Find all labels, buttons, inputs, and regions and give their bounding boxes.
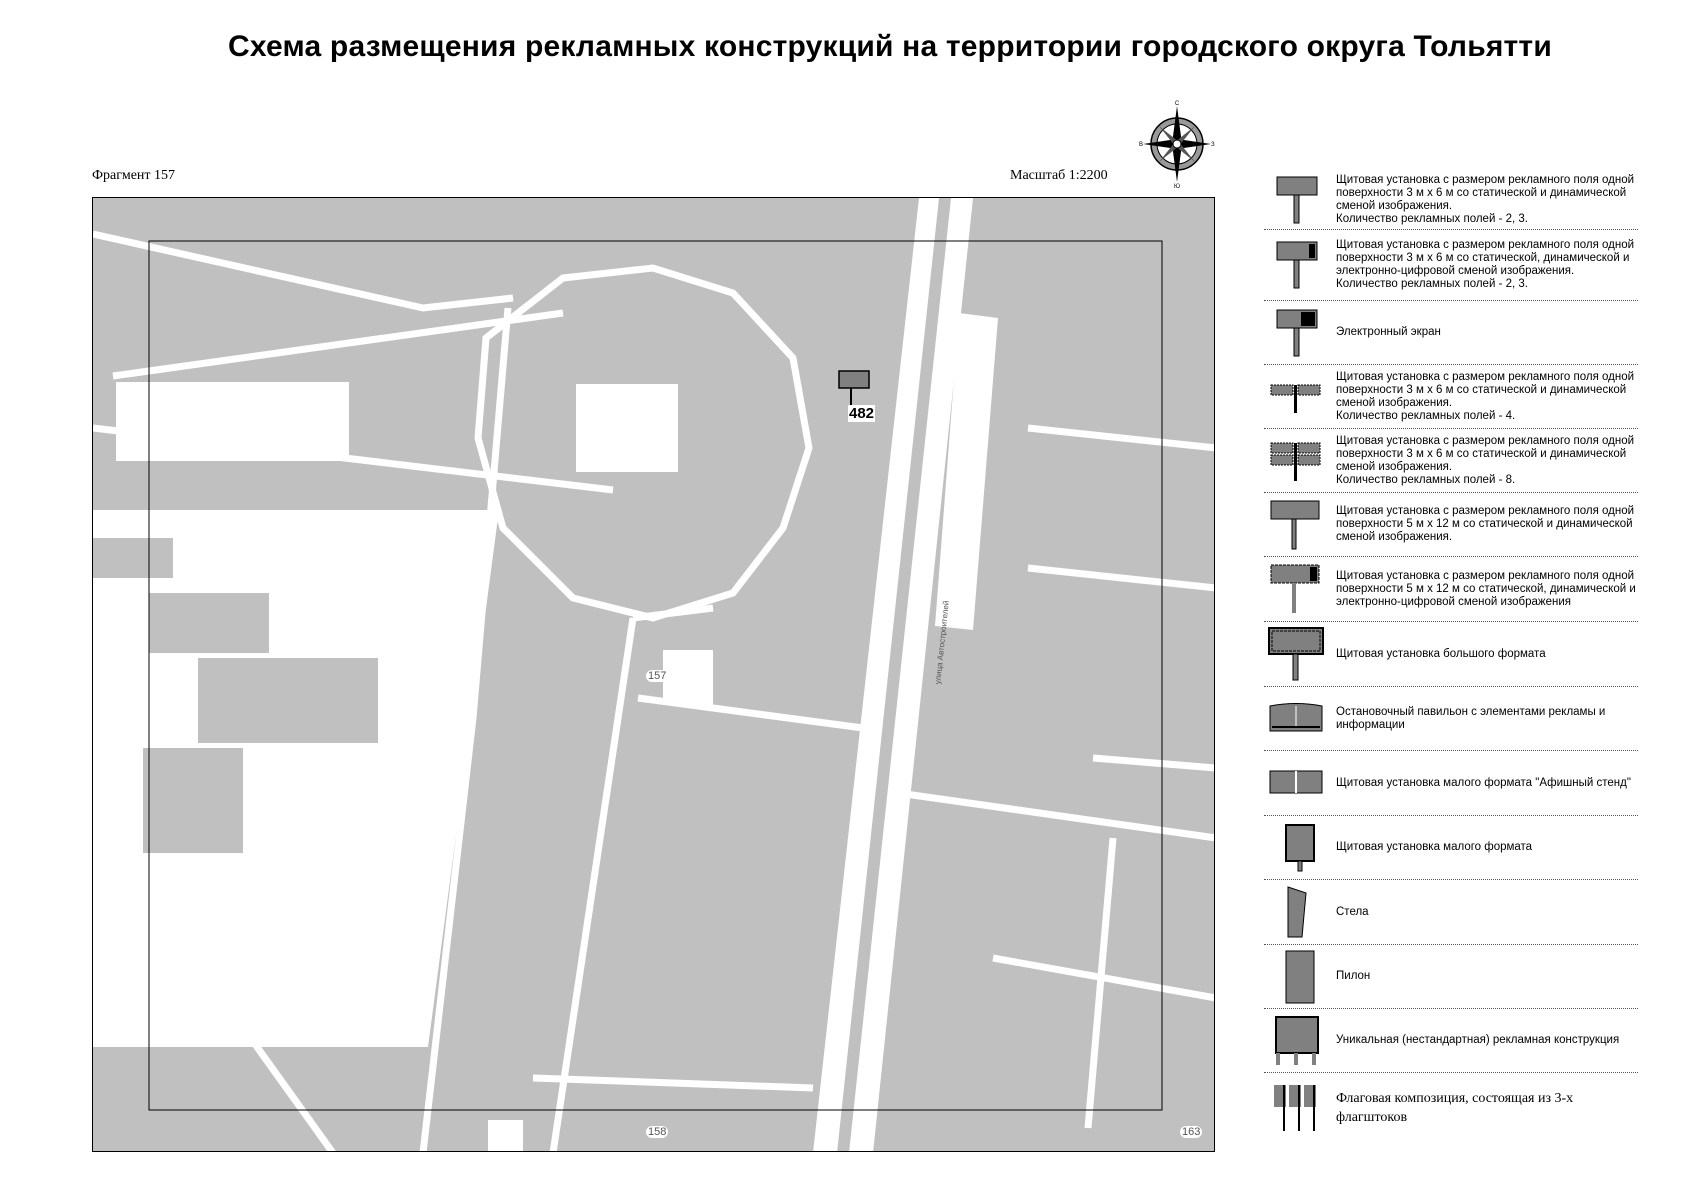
svg-text:В: В (1139, 142, 1144, 148)
legend-item: Флаговая композиция, состоящая из 3-х флагштоков (1264, 1073, 1638, 1143)
legend-item: Щитовая установка с размером рекламного поля одной поверхности 3 м х 6 м со статической и динамической сменой изображения. Количество рекламных полей - 4. (1264, 365, 1638, 429)
road (533, 1078, 813, 1088)
legend-item: Щитовая установка большого формата (1264, 622, 1638, 687)
electronic-screen-icon (1271, 308, 1321, 358)
building (488, 1120, 523, 1152)
flag-composition-icon (1272, 1083, 1320, 1133)
road (1028, 568, 1215, 588)
building (576, 384, 678, 472)
map-fragment[interactable] (92, 197, 1215, 1152)
legend-item: Остановочный павильон с элементами рекламы и информации (1264, 687, 1638, 751)
legend-item: Щитовая установка с размером рекламного поля одной поверхности 3 м х 6 м со статической и динамической сменой изображения. Количество рекламных полей - 2, 3. (1264, 170, 1638, 230)
legend-item: Электронный экран (1264, 301, 1638, 365)
fragment-label: Фрагмент 157 (92, 168, 176, 183)
billboard-8-fields-icon (1269, 439, 1323, 483)
legend-item: Уникальная (нестандартная) рекламная конструкция (1264, 1009, 1638, 1073)
unique-construction-icon (1272, 1015, 1320, 1067)
svg-text:Ю: Ю (1173, 184, 1181, 188)
road (1028, 428, 1215, 448)
scale-label: Масштаб 1:2200 (1010, 168, 1108, 183)
legend-item: Щитовая установка с размером рекламного поля одной поверхности 5 м х 12 м со статической, динамической и электронно-цифровой сменой изображения (1264, 557, 1638, 622)
billboard-5x12-digital-icon (1269, 563, 1323, 615)
adjacent-fragment-label[interactable]: 163 (1182, 1126, 1201, 1138)
road (1093, 758, 1215, 768)
legend-item: Щитовая установка малого формата (1264, 816, 1638, 880)
street-label: улица Автостроителей (933, 600, 951, 685)
construction-number[interactable]: 482 (849, 405, 875, 422)
svg-text:С: С (1174, 101, 1180, 107)
road (93, 234, 513, 308)
legend-item: Щитовая установка с размером рекламного поля одной поверхности 3 м х 6 м со статической, динамической и электронно-цифровой сменой изображения. Количество рекламных полей - 2, 3. (1264, 230, 1638, 301)
legend-item: Стела (1264, 880, 1638, 945)
legend (1264, 170, 1638, 1143)
building (663, 650, 713, 705)
legend-item: Щитовая установка с размером рекламного поля одной поверхности 3 м х 6 м со статической и динамической сменой изображения. Количество рекламных полей - 8. (1264, 429, 1638, 493)
small-format-billboard-icon (1276, 823, 1316, 873)
building (116, 382, 349, 461)
svg-text:З: З (1211, 142, 1215, 148)
legend-item: Щитовая установка с размером рекламного поля одной поверхности 5 м х 12 м со статической и динамической сменой изображения. (1264, 493, 1638, 557)
poster-stand-icon (1268, 768, 1324, 798)
legend-item: Щитовая установка малого формата "Афишный стенд" (1264, 751, 1638, 816)
billboard-3x6-digital-icon (1271, 240, 1321, 290)
pylon-icon (1276, 949, 1316, 1005)
legend-item: Пилон (1264, 945, 1638, 1009)
stele-icon (1276, 885, 1316, 939)
billboard-482-icon (839, 371, 869, 388)
road (1088, 838, 1113, 1128)
bus-stop-pavilion-icon (1268, 701, 1324, 737)
billboard-5x12-icon (1269, 499, 1323, 551)
road (113, 313, 563, 376)
billboard-4-fields-icon (1269, 377, 1323, 417)
billboard-3x6-icon (1271, 175, 1321, 225)
road (553, 618, 633, 1152)
large-format-billboard-icon (1267, 626, 1325, 682)
adjacent-fragment-label[interactable]: 158 (648, 1126, 667, 1138)
page-title: Схема размещения рекламных конструкций на территории городского округа Тольятти (228, 30, 1552, 63)
compass-rose-icon (1137, 100, 1217, 188)
fragment-number-label: 157 (648, 670, 667, 682)
